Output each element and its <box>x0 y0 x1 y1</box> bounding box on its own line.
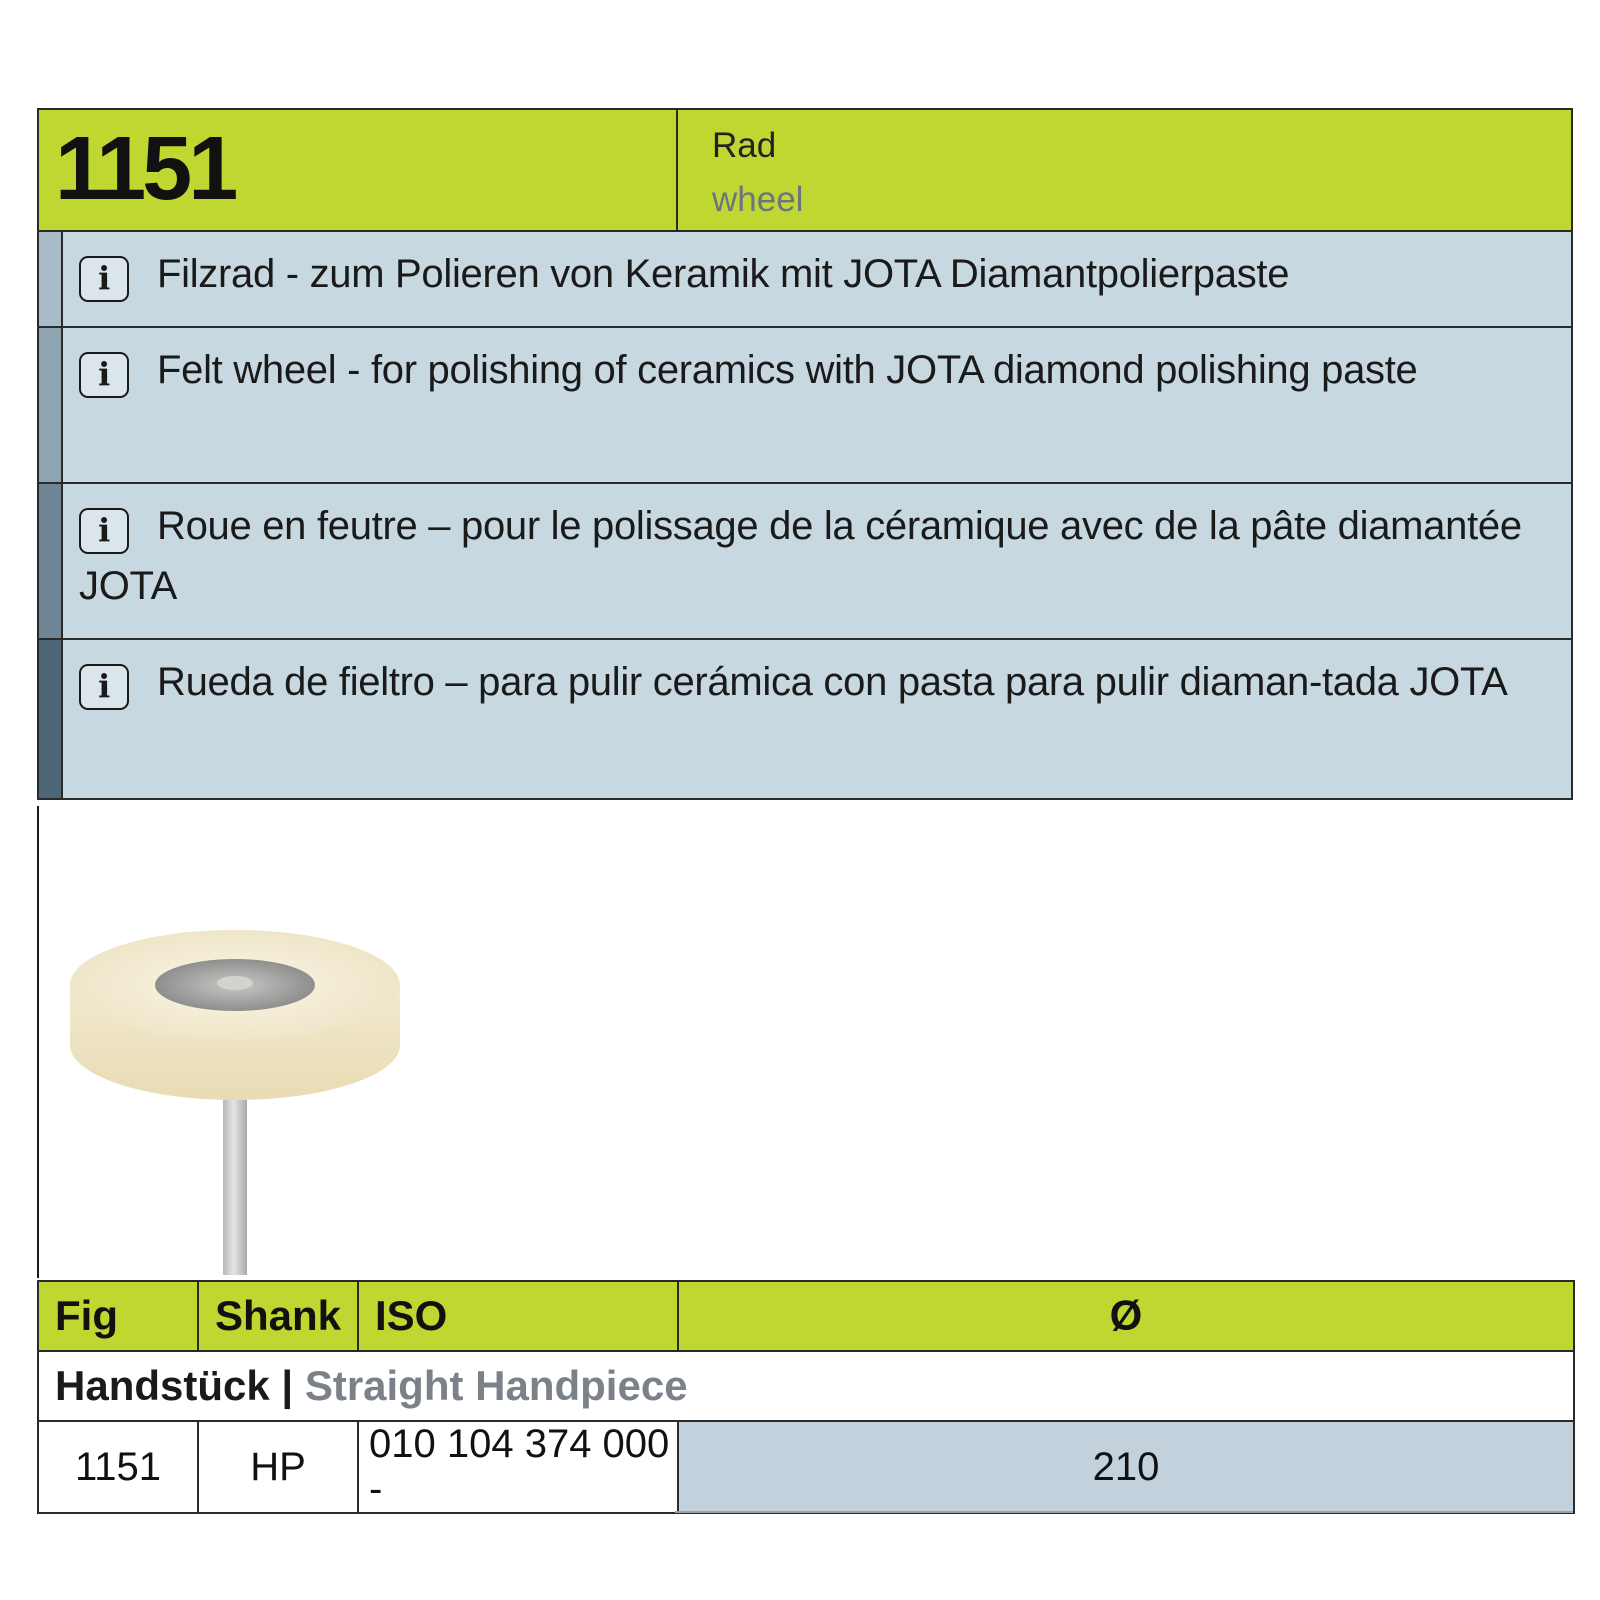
description-row-fr <box>37 484 1573 640</box>
description-row-de <box>37 232 1573 328</box>
description-text: Filzrad - zum Polieren von Keramik mit JOTA Diamantpolierpaste <box>157 252 1290 296</box>
product-name-de: Rad <box>712 126 777 165</box>
product-code: 1151 <box>55 119 235 219</box>
language-stripe <box>39 640 63 798</box>
language-stripe <box>39 484 63 638</box>
product-spec-table <box>37 1280 1575 1514</box>
bottom-rule <box>675 1511 1573 1513</box>
description-row-es <box>37 640 1573 800</box>
info-icon: i <box>79 664 129 710</box>
table-row <box>38 1421 1574 1513</box>
handpiece-group-label <box>38 1351 1574 1421</box>
product-header <box>37 108 1573 232</box>
language-stripe <box>39 232 63 326</box>
column-header-shank: Shank <box>198 1281 358 1351</box>
cell-iso: 010 104 374 000 - <box>358 1421 678 1513</box>
info-icon: i <box>79 256 129 302</box>
description-text: Rueda de fieltro – para pulir cerámica con pasta para pulir diaman-tada JOTA <box>157 660 1508 704</box>
description-row-en <box>37 328 1573 484</box>
column-header-diameter: Ø <box>678 1281 1574 1351</box>
description-text: Felt wheel - for polishing of ceramics with JOTA diamond polishing paste <box>157 348 1418 392</box>
column-header-fig: Fig <box>38 1281 198 1351</box>
description-text: Roue en feutre – pour le polissage de la céramique avec de la pâte diamantée JOTA <box>79 504 1522 608</box>
info-icon: i <box>79 508 129 554</box>
table-group-row <box>38 1351 1574 1421</box>
product-name-en: wheel <box>712 180 804 219</box>
cell-shank: HP <box>198 1421 358 1513</box>
image-area-rule <box>37 806 39 1278</box>
column-header-iso: ISO <box>358 1281 678 1351</box>
info-icon: i <box>79 352 129 398</box>
table-header-row <box>38 1281 1574 1351</box>
group-label-en: Straight Handpiece <box>304 1362 688 1409</box>
felt-wheel-image <box>60 905 430 1275</box>
cell-size: 210 <box>678 1421 1574 1513</box>
header-divider <box>676 110 678 230</box>
group-label-de: Handstück | <box>55 1362 294 1409</box>
language-stripe <box>39 328 63 482</box>
cell-fig: 1151 <box>38 1421 198 1513</box>
